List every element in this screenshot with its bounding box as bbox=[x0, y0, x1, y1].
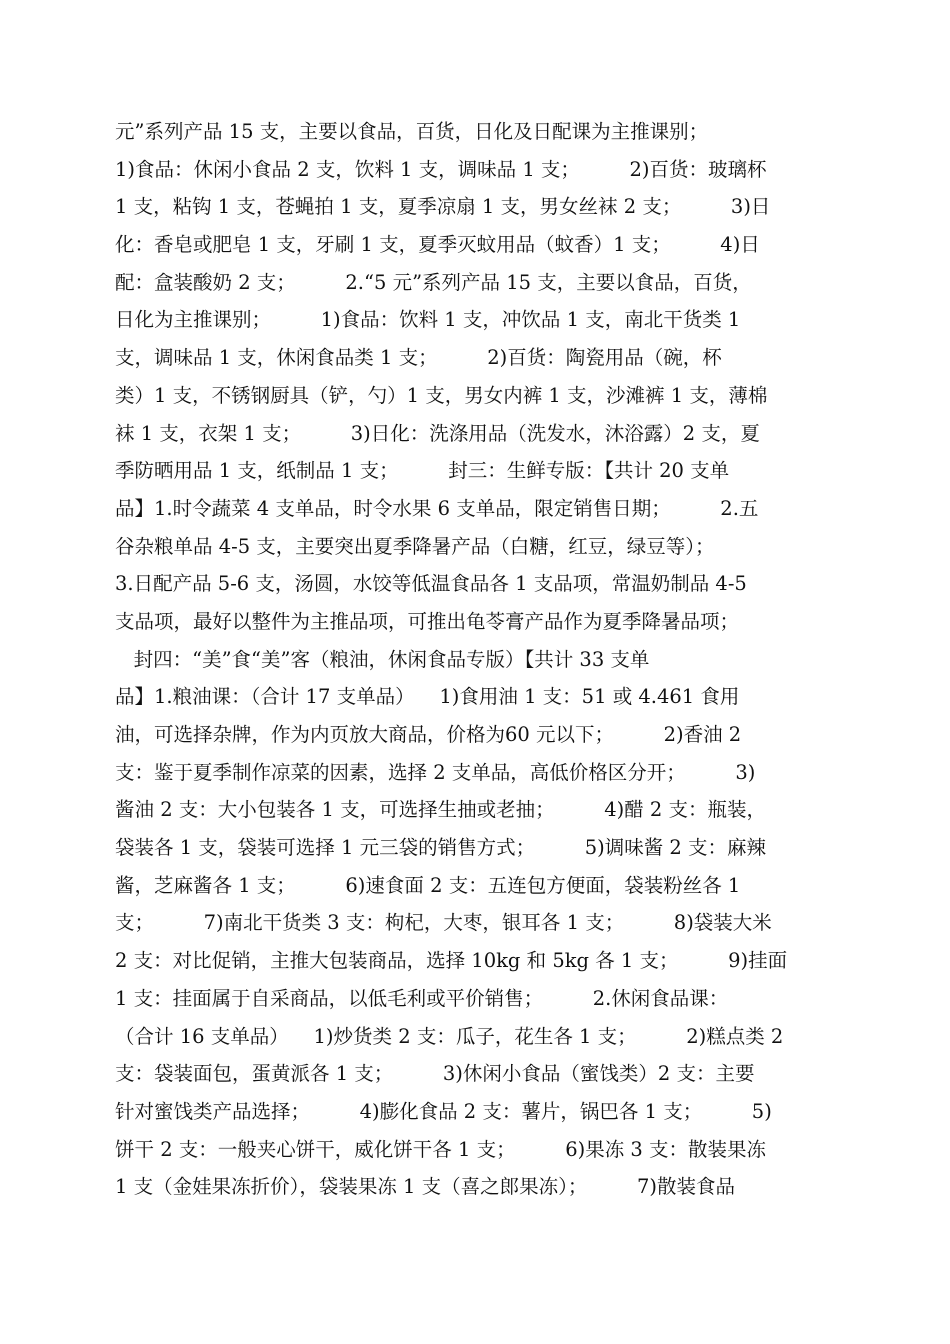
text-line: 1)食品：休闲小食品 2 支，饮料 1 支，调味品 1 支； 2)百货：玻璃杯 bbox=[115, 157, 767, 181]
text-line: 品】1.时令蔬菜 4 支单品，时令水果 6 支单品，限定销售日期； 2.五 bbox=[115, 496, 759, 520]
text-line: 季防晒用品 1 支，纸制品 1 支； 封三：生鲜专版：【共计 20 支单 bbox=[115, 459, 730, 483]
text-line: （合计 16 支单品） 1)炒货类 2 支：瓜子，花生各 1 支； 2)糕点类 2 bbox=[115, 1024, 784, 1048]
text-line: 1 支，粘钩 1 支，苍蝇拍 1 支，夏季凉扇 1 支，男女丝袜 2 支； 3)日 bbox=[115, 195, 771, 219]
text-line: 支：袋装面包，蛋黄派各 1 支； 3)休闲小食品（蜜饯类）2 支：主要 bbox=[115, 1062, 755, 1086]
text-line: 日化为主推课别； 1)食品：饮料 1 支，冲饮品 1 支，南北干货类 1 bbox=[115, 308, 741, 332]
text-line: 封四：“美”食“美”客（粮油，休闲食品专版）【共计 33 支单 bbox=[115, 647, 650, 671]
text-line: 袋装各 1 支，袋装可选择 1 元三袋的销售方式； 5)调味酱 2 支：麻辣 bbox=[115, 836, 767, 860]
text-line: 袜 1 支，衣架 1 支； 3)日化：洗涤用品（洗发水，沐浴露）2 支，夏 bbox=[115, 421, 760, 445]
text-line: 1 支（金娃果冻折价），袋装果冻 1 支（喜之郎果冻）； 7)散装食品 bbox=[115, 1175, 736, 1199]
text-line: 品】1.粮油课：（合计 17 支单品） 1)食用油 1 支：51 或 4.461 食用 bbox=[115, 685, 740, 709]
text-line: 类）1 支，不锈钢厨具（铲，勺）1 支，男女内裤 1 支，沙滩裤 1 支，薄棉 bbox=[115, 383, 768, 407]
text-line: 配：盒装酸奶 2 支； 2.“5 元”系列产品 15 支，主要以食品，百货， bbox=[115, 270, 752, 294]
text-line: 酱，芝麻酱各 1 支； 6)速食面 2 支：五连包方便面，袋装粉丝各 1 bbox=[115, 873, 741, 897]
text-line: 2 支：对比促销，主推大包装商品，选择 10kg 和 5kg 各 1 支； 9)挂面 bbox=[115, 949, 788, 973]
body-text bbox=[115, 113, 835, 1206]
text-line: 3.日配产品 5-6 支，汤圆，水饺等低温食品各 1 支品项，常温奶制品 4-5 bbox=[115, 572, 747, 596]
text-line: 酱油 2 支：大小包装各 1 支，可选择生抽或老抽； 4)醋 2 支：瓶装， bbox=[115, 798, 767, 822]
text-line: 支，调味品 1 支，休闲食品类 1 支； 2)百货：陶瓷用品（碗，杯 bbox=[115, 346, 722, 370]
text-line: 支：鉴于夏季制作凉菜的因素，选择 2 支单品，高低价格区分开； 3) bbox=[115, 760, 756, 784]
text-line: 针对蜜饯类产品选择； 4)膨化食品 2 支：薯片，锅巴各 1 支； 5) bbox=[115, 1099, 772, 1123]
text-line: 谷杂粮单品 4-5 支，主要突出夏季降暑产品（白糖，红豆，绿豆等）； bbox=[115, 534, 715, 558]
text-line: 元”系列产品 15 支，主要以食品，百货，日化及日配课为主推课别； bbox=[115, 120, 709, 143]
text-line: 支品项，最好以整件为主推品项，可推出龟苓膏产品作为夏季降暑品项； bbox=[115, 609, 740, 633]
text-line: 化：香皂或肥皂 1 支，牙刷 1 支，夏季灭蚊用品（蚊香）1 支； 4)日 bbox=[115, 233, 760, 257]
text-line: 支； 7)南北干货类 3 支：枸杞，大枣，银耳各 1 支； 8)袋装大米 bbox=[115, 911, 772, 935]
text-line: 饼干 2 支：一般夹心饼干，威化饼干各 1 支； 6)果冻 3 支：散装果冻 bbox=[115, 1137, 767, 1161]
text-line: 油，可选择杂牌，作为内页放大商品，价格为60 元以下； 2)香油 2 bbox=[115, 723, 742, 746]
text-line: 1 支：挂面属于自采商品，以低毛利或平价销售； 2.休闲食品课： bbox=[115, 986, 729, 1010]
